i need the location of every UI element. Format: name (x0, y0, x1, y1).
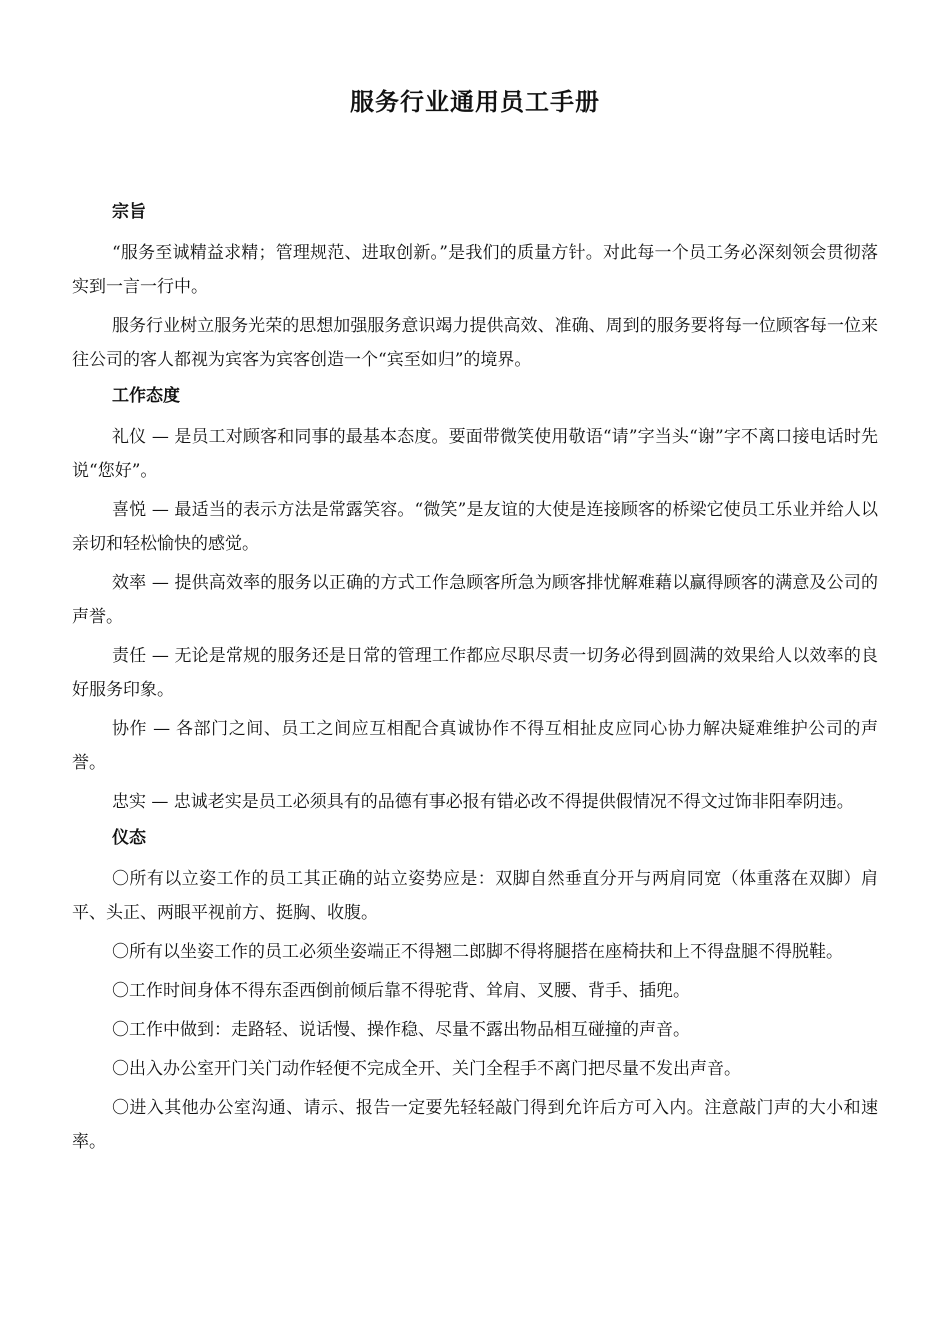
section-deportment (72, 824, 878, 1159)
paragraph: 责任 — 无论是常规的服务还是日常的管理工作都应尽职尽责一切务必得到圆满的效果给人以效率的良好服务印象。 (72, 646, 878, 700)
paragraph: 服务行业树立服务光荣的思想加强服务意识竭力提供高效、准确、周到的服务要将每一位顾客每一位来往公司的客人都视为宾客为宾客创造一个“宾至如归”的境界。 (72, 316, 878, 370)
paragraph: 忠实 — 忠诚老实是员工必须具有的品德有事必报有错必改不得提供假情况不得文过饰非阳奉阴违。 (112, 792, 854, 812)
paragraph: 〇工作时间身体不得东歪西倒前倾后靠不得驼背、耸肩、叉腰、背手、插兜。 (112, 981, 690, 1001)
section-heading: 仪态 (112, 828, 146, 848)
paragraph: 〇所有以坐姿工作的员工必须坐姿端正不得翘二郎脚不得将腿搭在座椅扶和上不得盘腿不得脱鞋。 (112, 942, 843, 962)
paragraph: 礼仪 — 是员工对顾客和同事的最基本态度。要面带微笑使用敬语“请”字当头“谢”字不离口接电话时先说“您好”。 (72, 427, 878, 481)
paragraph: “服务至诚精益求精；管理规范、进取创新。”是我们的质量方针。对此每一个员工务必深刻领会贯彻落实到一言一行中。 (72, 243, 878, 297)
paragraph: 效率 — 提供高效率的服务以正确的方式工作急顾客所急为顾客排忧解难藉以赢得顾客的满意及公司的声誉。 (72, 573, 878, 627)
paragraph: 〇进入其他办公室沟通、请示、报告一定要先轻轻敲门得到允许后方可入内。注意敲门声的大小和速率。 (72, 1098, 878, 1152)
section-purpose (72, 198, 878, 377)
document-title: 服务行业通用员工手册 (350, 88, 600, 116)
section-heading: 工作态度 (112, 386, 180, 406)
paragraph: 〇所有以立姿工作的员工其正确的站立姿势应是：双脚自然垂直分开与两肩同宽（体重落在双脚）肩平、头正、两眼平视前方、挺胸、收腹。 (72, 869, 878, 923)
section-work-attitude (72, 382, 878, 819)
paragraph: 〇出入办公室开门关门动作轻便不完成全开、关门全程手不离门把尽量不发出声音。 (112, 1059, 741, 1079)
section-heading: 宗旨 (112, 202, 146, 222)
paragraph: 喜悦 — 最适当的表示方法是常露笑容。“微笑”是友谊的大使是连接顾客的桥梁它使员工乐业并给人以亲切和轻松愉快的感觉。 (72, 500, 879, 554)
document-body (72, 198, 878, 1164)
paragraph: 〇工作中做到：走路轻、说话慢、操作稳、尽量不露出物品相互碰撞的声音。 (112, 1020, 690, 1040)
paragraph: 协作 — 各部门之间、员工之间应互相配合真诚协作不得互相扯皮应同心协力解决疑难维护公司的声誉。 (72, 719, 878, 773)
